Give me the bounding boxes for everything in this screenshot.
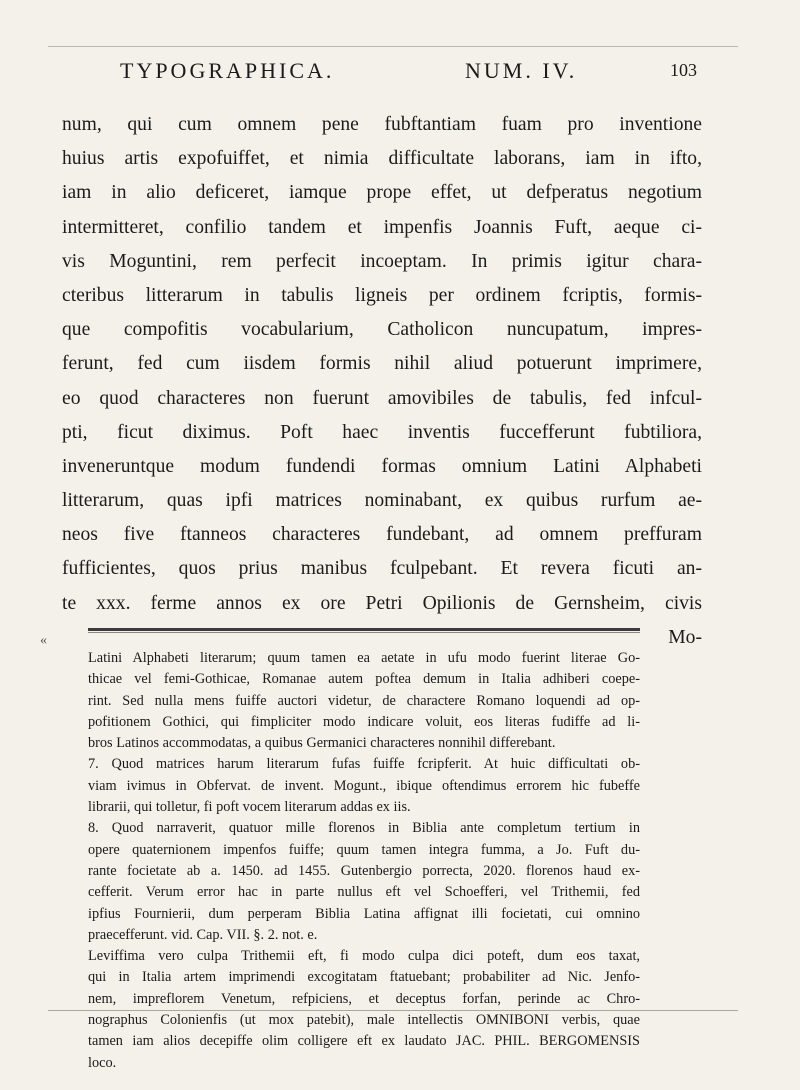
note-line: thicae vel femi-Gothicae, Romanae autem poftea demum in Italia adhiberi coepe- [88,671,640,688]
main-line: iam in alio deficeret, iamque prope effet, ut defperatus negotium [62,182,702,204]
note-line: tamen iam alios decepiffe olim colligere eft ex laudato JAC. PHIL. BERGOMENSIS [88,1033,640,1050]
note-line: pofitionem Gothici, qui fimpliciter modo indicare voluit, eos literas fudiffe ad li- [88,713,640,730]
footnote-rule-thin [88,632,640,633]
main-line: eo quod characteres non fuerunt amovibiles de tabulis, fed infcul- [62,387,702,409]
main-line: ferunt, fed cum iisdem formis nihil aliud potuerunt imprimere, [62,353,702,375]
header-title: TYPOGRAPHICA. [120,58,335,83]
note-line: Latini Alphabeti literarum; quum tamen ea aetate in ufu modo fuerint literae Go- [88,650,640,666]
main-line: neos five ftanneos characteres fundebant, ad omnem preffuram [62,524,702,546]
catchword: Mo- [668,626,702,648]
note-line: qui in Italia artem imprimendi excogitatam ftatuebant; probabiliter ad Nic. Jenfo- [88,969,640,986]
main-line: huius artis expofuiffet, et nimia difficultate laborans, iam in ifto, [62,148,702,170]
note-line: nographus Colonienfis (ut mox patebit), male intellectis OMNIBONI verbis, quae [88,1012,640,1029]
main-line: num, qui cum omnem pene fubftantiam fuam pro inventione [62,114,702,135]
note-line: 7. Quod matrices harum literarum fufas fuiffe fcripferit. At huic difficultati ob- [88,756,640,773]
main-line: pti, ficut diximus. Poft haec inventis fuccefferunt fubtiliora, [62,421,702,443]
note-line: bros Latinos accommodatas, a quibus Germanici characteres nonnihil differebant. [88,735,556,752]
note-line: viam ivimus in Obfervat. de invent. Mogunt., ibique oftendimus errorem hic fubeffe [88,777,640,794]
header-number: NUM. IV. [465,58,578,83]
top-rule [48,46,738,47]
margin-mark: « [40,633,47,648]
main-line: fufficientes, quos prius manibus fculpebant. Et revera ficuti an- [62,558,702,580]
main-line: intermitteret, confilio tandem et impenfis Joannis Fuft, aeque ci- [62,216,702,238]
main-line: inveneruntque modum fundendi formas omnium Latini Alphabeti [62,455,702,477]
note-line: Leviffima vero culpa Trithemii eft, fi modo culpa dici poteft, dum eos taxat, [88,948,640,965]
note-line: ipfius Fournierii, dum perperam Biblia Latina affignat illi focietati, cui omnino [88,905,640,922]
note-line: librarii, qui tolletur, fi poft vocem literarum addas ex iis. [88,799,411,816]
note-line: cefferit. Verum error hac in parte nullus eft vel Schoefferi, vel Trithemii, fed [88,884,640,901]
main-line: vis Moguntini, rem perfecit incoeptam. In primis igitur chara- [62,250,702,272]
note-line: nem, impreflorem Venetum, refpiciens, et deceptus forfan, perinde ac Chro- [88,990,640,1007]
footnote-rule [88,628,640,631]
bottom-rule [48,1010,738,1011]
note-line: opere quaternionem impenfos fuiffe; quum tamen integra fumma, a Jo. Fuft du- [88,841,640,858]
note-line: rint. Sed nulla mens fuiffe auctori videtur, de charactere Romano loquendi ad op- [88,692,640,709]
page-number: 103 [670,60,697,80]
main-line: te xxx. ferme annos ex ore Petri Opilionis de Gernsheim, civis [62,592,702,614]
note-line: rante focietate ab a. 1450. ad 1455. Gutenbergio porrecta, 2020. florenos haud ex- [88,862,640,879]
main-line: cteribus litterarum in tabulis ligneis per ordinem fcriptis, formis- [62,284,702,306]
note-line: loco. [88,1054,117,1071]
main-line: que compofitis vocabularium, Catholicon nuncupatum, impres- [62,319,702,341]
running-header [120,58,705,98]
main-text [62,108,702,655]
note-line: 8. Quod narraverit, quatuor mille florenos in Biblia ante completum tertium in [88,820,640,837]
note-line: praecefferunt. vid. Cap. VII. §. 2. not. e. [88,926,318,943]
main-line: litterarum, quas ipfi matrices nominabant, ex quibus rurfum ae- [62,490,702,512]
